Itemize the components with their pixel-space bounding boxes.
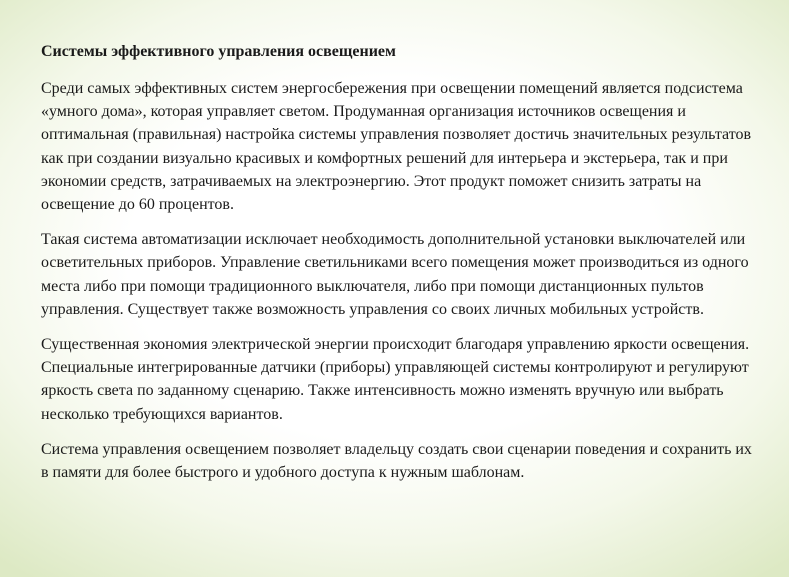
document-title: Системы эффективного управления освещением bbox=[41, 43, 396, 60]
paragraph-3: Существенная экономия электрической энергии происходит благодаря управлению яркости освещения. Специальные интегрированные датчики (приборы) управляющей системы контролируют и регулируют яркость света по заданному сценарию. Также интенсивность можно изменять вручную или выбрать несколько требующихся вариантов. bbox=[41, 336, 750, 423]
document-body bbox=[41, 41, 761, 496]
paragraph-2: Такая система автоматизации исключает необходимость дополнительной установки выключателей или осветительных приборов. Управление светильниками всего помещения может производиться из одного места либо при помощи традиционного выключателя, либо при помощи дистанционных пультов управления. Существует также возможность управления со своих личных мобильных устройств. bbox=[41, 231, 749, 318]
paragraph-4: Система управления освещением позволяет владельцу создать свои сценарии поведения и сохранить их в памяти для более быстрого и удобного доступа к нужным шаблонам. bbox=[41, 440, 752, 482]
paragraph-1: Среди самых эффективных систем энергосбережения при освещении помещений является подсистема «умного дома», которая управляет светом. Продуманная организация источников освещения и оптимальная (правильная) настройка системы управления позволяет достичь значительных результатов как при создании визуально красивых и комфортных решений для интерьера и экстерьера, так и при экономии средств, затрачиваемых на электроэнергию. Этот продукт поможет снизить затраты на освещение до 60 процентов. bbox=[41, 80, 752, 214]
